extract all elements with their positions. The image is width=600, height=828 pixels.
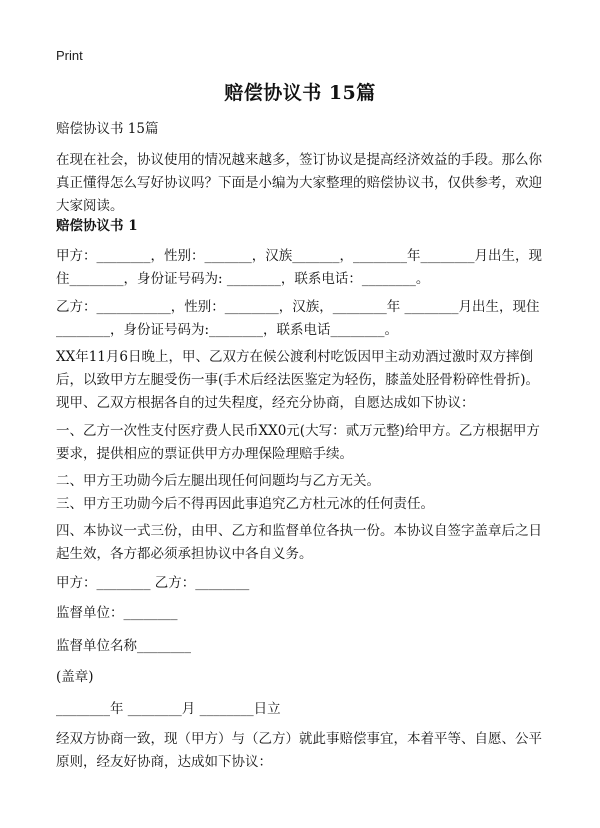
signature-line-supervisor: 监督单位：________ <box>56 605 178 621</box>
intro-paragraph: 在现在社会，协议使用的情况越来越多，签订协议是提高经济效益的手段。那么你真正懂得怎么写好协议吗？下面是小编为大家整理的赔偿协议书，仅供参考，欢迎大家阅读。 <box>56 152 542 214</box>
party-b-info: 乙方：___________，性别：________，汉族，________年 ________月出生，现住________，身份证号码为:________，联系电话________。 <box>56 299 540 338</box>
section-heading: 赔偿协议书 1 <box>56 218 138 234</box>
party-a-info: 甲方：________，性别：_______，汉族_______，________年________月出生，现住________，身份证号码为: ________，联系电话：________。 <box>56 248 542 287</box>
seal-label: (盖章) <box>56 669 94 685</box>
clause-1: 一、乙方一次性支付医疗费人民币XX0元(大写：贰万元整)给甲方。乙方根据甲方要求，提供相应的票证供甲方办理保险理赔手续。 <box>56 423 540 462</box>
clause-3: 三、甲方王功勋今后不得再因此事追究乙方杜元冰的任何责任。 <box>56 496 434 512</box>
closing-paragraph: 经双方协商一致，现（甲方）与（乙方）就此事赔偿事宜，本着平等、自愿、公平原则，经友好协商，达成如下协议： <box>56 731 542 770</box>
signature-line-supervisor-name: 监督单位名称________ <box>56 638 191 654</box>
print-link[interactable]: Print <box>56 48 83 63</box>
document-subtitle: 赔偿协议书 15篇 <box>56 121 159 137</box>
clause-4: 四、本协议一式三份，由甲、乙方和监督单位各执一份。本协议自签字盖章后之日起生效，各方都必须承担协议中各自义务。 <box>56 523 542 562</box>
incident-paragraph: XX年11月6日晚上，甲、乙双方在候公渡利村吃饭因甲主动劝酒过激时双方摔倒后，以致甲方左腿受伤一事(手术后经法医鉴定为轻伤，膝盖处胫骨粉碎性骨折)。现甲、乙双方根据各自的过失程度，经充分协商，自愿达成如下协议： <box>56 349 540 411</box>
clause-2: 二、甲方王功勋今后左腿出现任何问题均与乙方无关。 <box>56 473 380 489</box>
date-line: ________年 ________月 ________日立 <box>56 701 281 717</box>
document-title: 赔偿协议书 15篇 <box>224 82 376 104</box>
signature-line-parties: 甲方：________ 乙方：________ <box>56 575 250 591</box>
